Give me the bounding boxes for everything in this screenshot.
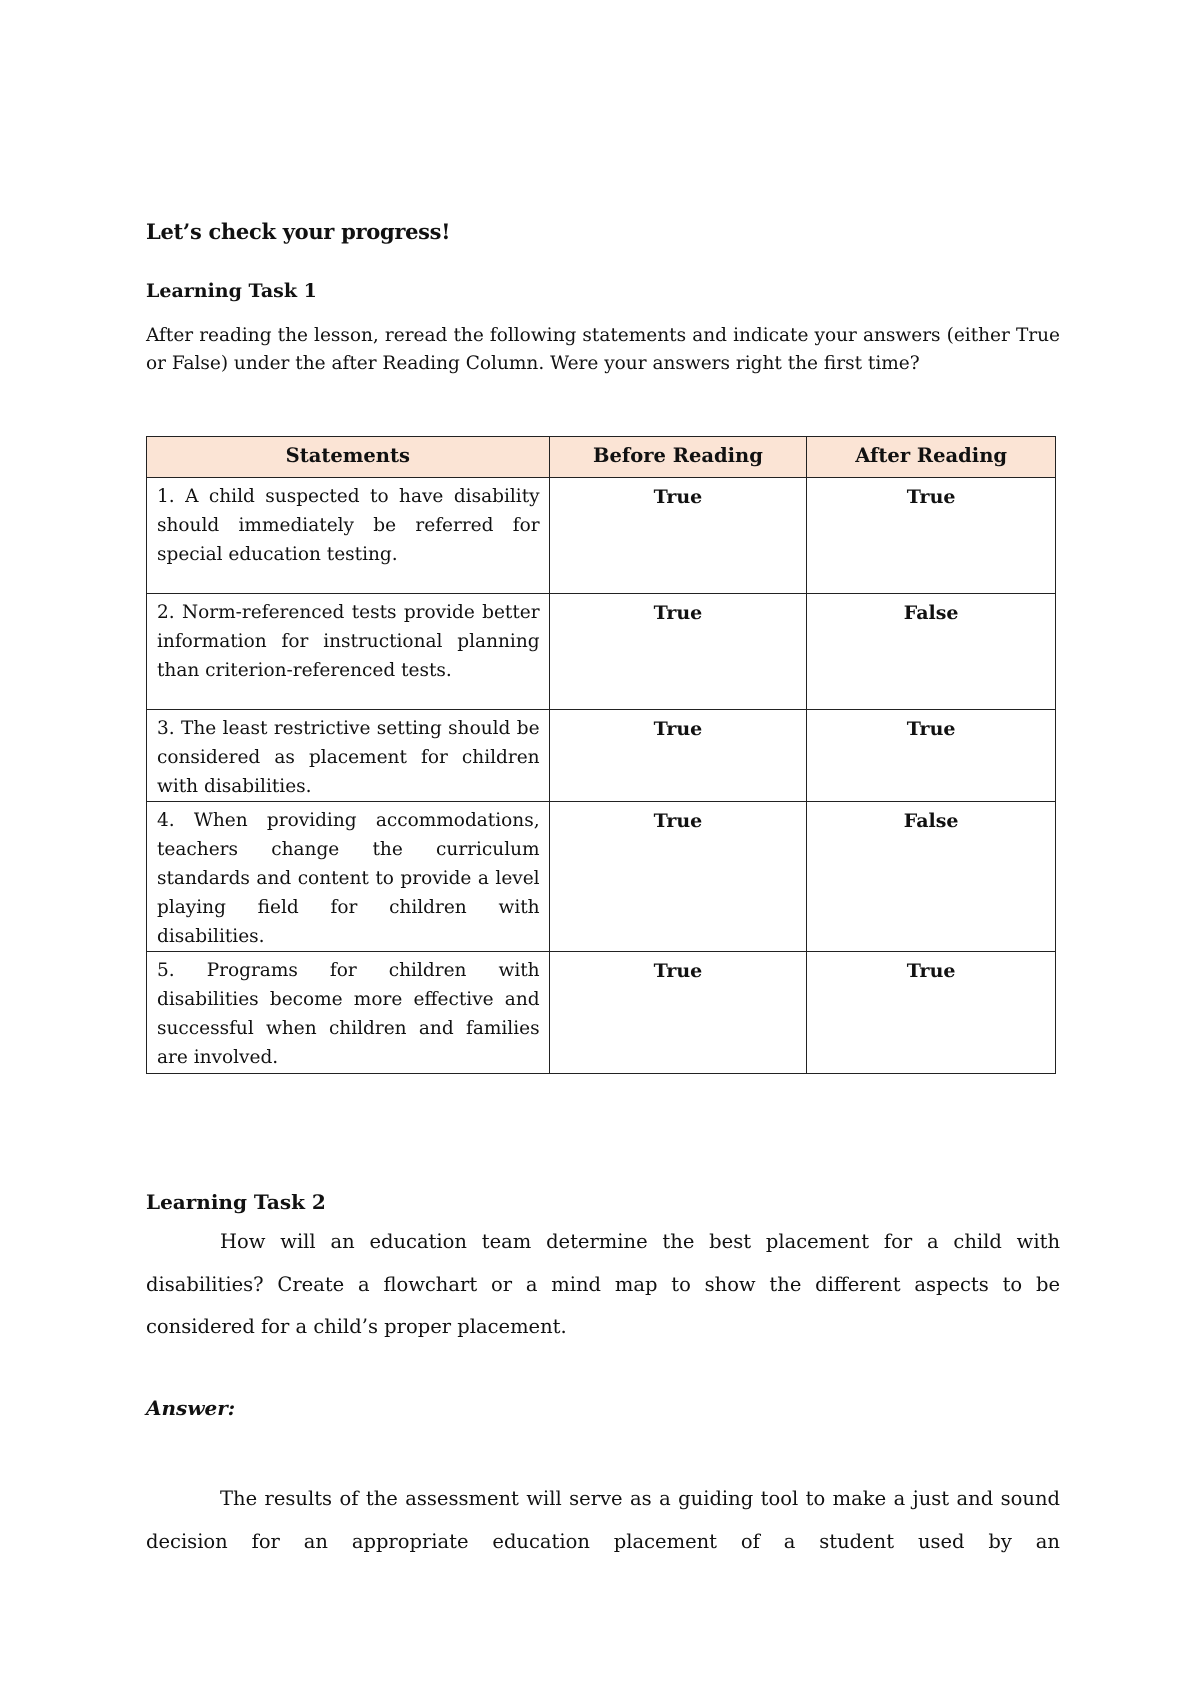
- before-reading-cell: True: [549, 952, 807, 1073]
- table-row: [147, 802, 1056, 952]
- table-row: [147, 478, 1056, 594]
- before-reading-cell: True: [549, 594, 807, 710]
- after-reading-cell: False: [807, 802, 1056, 952]
- task1-heading: Learning Task 1: [146, 280, 317, 302]
- header-before-reading: Before Reading: [549, 437, 807, 478]
- after-reading-cell: True: [807, 710, 1056, 802]
- task2-heading: Learning Task 2: [146, 1190, 326, 1214]
- after-reading-cell: True: [807, 952, 1056, 1073]
- table-row: [147, 710, 1056, 802]
- after-reading-cell: True: [807, 478, 1056, 594]
- header-after-reading: After Reading: [807, 437, 1056, 478]
- before-reading-cell: True: [549, 802, 807, 952]
- progress-table: [146, 436, 1056, 1074]
- statement-cell: 3. The least restrictive setting should be considered as placement for children with disabilities.: [147, 710, 550, 802]
- page-title: Let’s check your progress!: [146, 219, 451, 244]
- table-row: [147, 594, 1056, 710]
- before-reading-cell: True: [549, 478, 807, 594]
- task2-prompt: How will an education team determine the best placement for a child with disabilities? Create a flowchart or a mind map to show the different aspects to be considered for a child’s proper placement.: [146, 1230, 1060, 1338]
- statement-cell: 2. Norm-referenced tests provide better information for instructional planning than criterion-referenced tests.: [147, 594, 550, 710]
- header-statements: Statements: [147, 437, 550, 478]
- task1-instructions: After reading the lesson, reread the following statements and indicate your answers (either True or False) under the after Reading Column. Were your answers right the first time?: [146, 325, 1060, 374]
- table-row: [147, 952, 1056, 1073]
- answer-text: The results of the assessment will serve as a guiding tool to make a just and sound decision for an appropriate education placement of a student used by an: [146, 1487, 1060, 1553]
- after-reading-cell: False: [807, 594, 1056, 710]
- statement-cell: 5. Programs for children with disabilities become more effective and successful when children and families are involved.: [147, 952, 550, 1073]
- statement-cell: 4. When providing accommodations, teachers change the curriculum standards and content to provide a level playing field for children with disabilities.: [147, 802, 550, 952]
- answer-label: Answer:: [146, 1396, 236, 1420]
- statement-cell: 1. A child suspected to have disability should immediately be referred for special education testing.: [147, 478, 550, 594]
- table-header-row: [147, 437, 1056, 478]
- before-reading-cell: True: [549, 710, 807, 802]
